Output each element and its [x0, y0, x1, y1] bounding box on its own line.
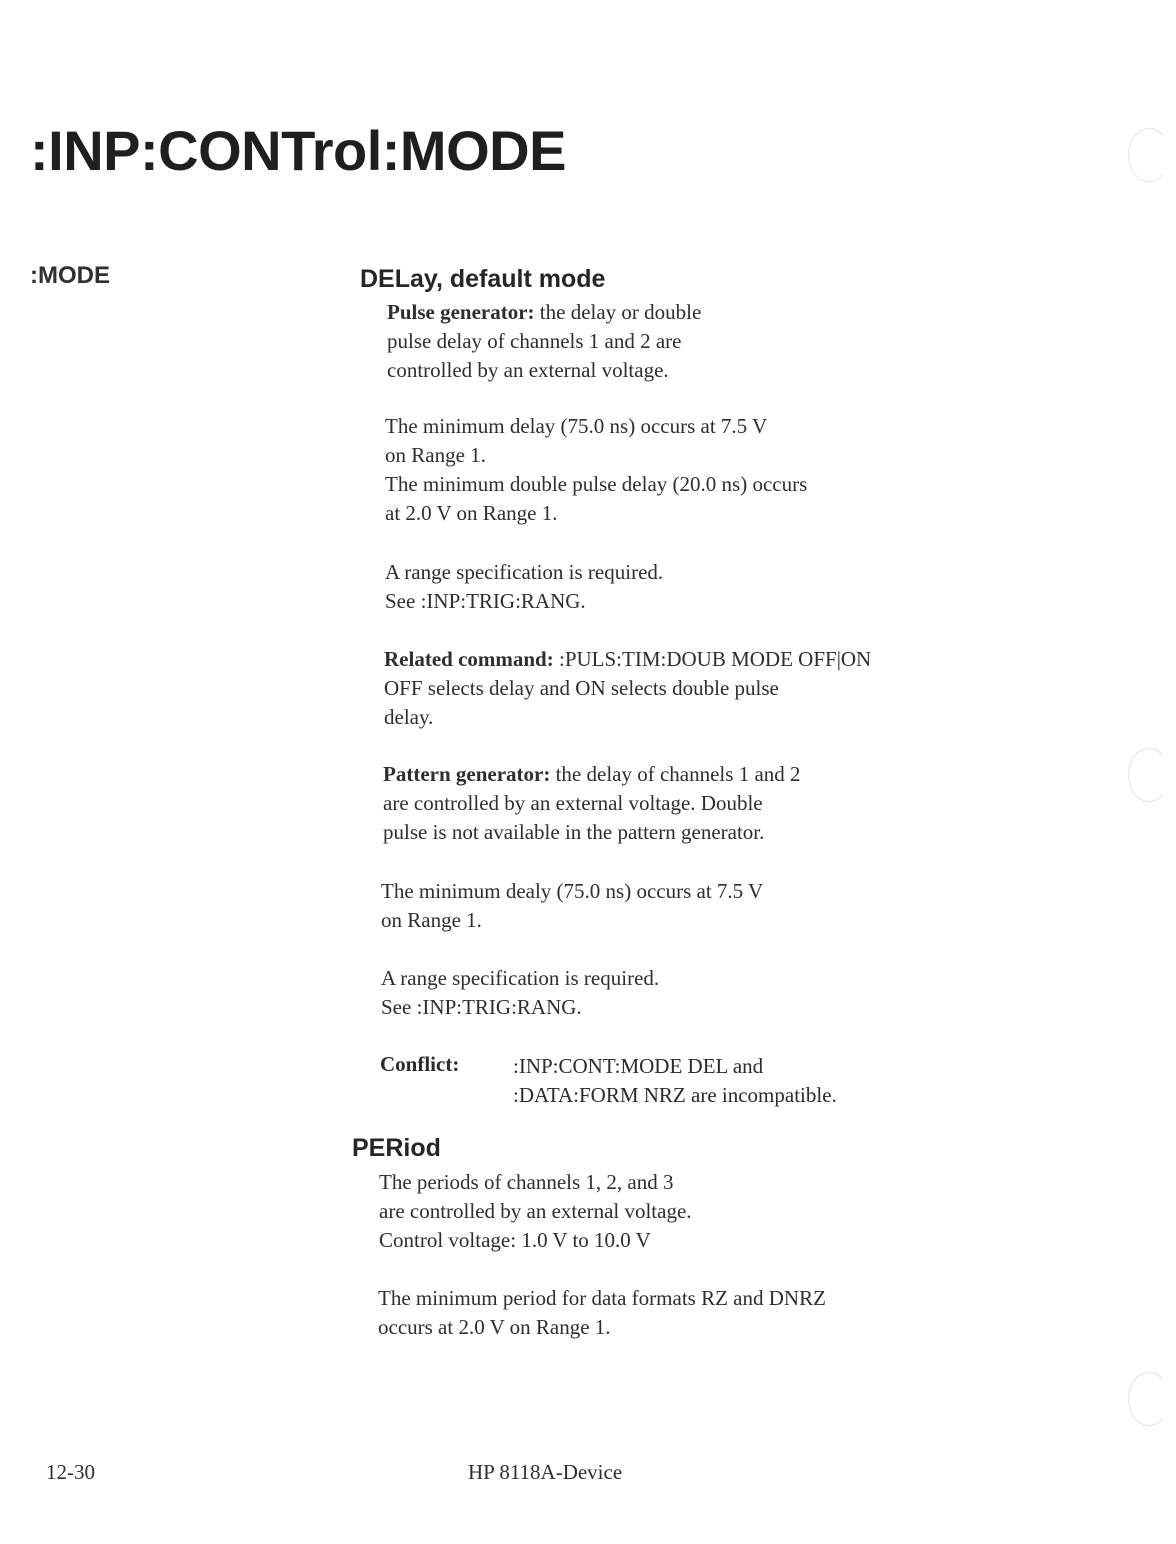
min-delay-line-3: The minimum double pulse delay (20.0 ns) occurs — [385, 472, 808, 496]
conflict-label: Conflict: — [380, 1052, 460, 1076]
range-required-1-line-1: A range specification is required. — [385, 560, 664, 584]
related-line-1 — [384, 645, 871, 674]
delay-heading: DELay, default mode — [360, 265, 606, 293]
punch-hole-mark — [1128, 1372, 1170, 1426]
pulse-generator-paragraph — [387, 298, 701, 385]
pulse-line-3: controlled by an external voltage. — [387, 358, 669, 382]
related-line-3: delay. — [384, 705, 434, 729]
pulse-generator-lead: Pulse generator: — [387, 300, 535, 324]
pulse-line-2: pulse delay of channels 1 and 2 are — [387, 329, 682, 353]
period-intro-paragraph — [379, 1168, 692, 1255]
range-required-1-line-2: See :INP:TRIG:RANG. — [385, 589, 586, 613]
min-dealy-paragraph — [381, 877, 763, 935]
side-label: :MODE — [30, 262, 110, 289]
min-dealy-line-2: on Range 1. — [381, 908, 482, 932]
min-delay-line-1: The minimum delay (75.0 ns) occurs at 7.5 V — [385, 414, 768, 438]
page-title: :INP:CONTrol:MODE — [30, 119, 566, 182]
period-line-2: are controlled by an external voltage. — [379, 1199, 692, 1223]
period-heading: PERiod — [352, 1134, 441, 1162]
pattern-line-3: pulse is not available in the pattern generator. — [383, 820, 765, 844]
pulse-line-1-text: the delay or double — [534, 300, 702, 324]
related-command-paragraph — [384, 645, 871, 732]
conflict-line-1: :INP:CONT:MODE DEL and — [513, 1054, 764, 1078]
min-period-line-2: occurs at 2.0 V on Range 1. — [378, 1315, 611, 1339]
pattern-line-1-text: the delay of channels 1 and 2 — [550, 762, 801, 786]
punch-hole-mark — [1128, 748, 1170, 802]
related-command-lead: Related command: — [384, 647, 554, 671]
period-line-3: Control voltage: 1.0 V to 10.0 V — [379, 1228, 651, 1252]
pattern-generator-paragraph — [383, 760, 801, 847]
pattern-line-1 — [383, 760, 801, 789]
conflict-line-2: :DATA:FORM NRZ are incompatible. — [513, 1083, 837, 1107]
related-line-2: OFF selects delay and ON selects double pulse — [384, 676, 779, 700]
min-delay-line-2: on Range 1. — [385, 443, 486, 467]
punch-hole-mark — [1128, 128, 1170, 182]
min-period-paragraph — [378, 1284, 826, 1342]
pulse-line-1 — [387, 298, 701, 327]
device-footer: HP 8118A-Device — [468, 1460, 623, 1484]
range-required-paragraph-2 — [381, 964, 659, 1022]
page-number: 12-30 — [46, 1460, 95, 1484]
range-required-2-line-1: A range specification is required. — [381, 966, 660, 990]
pattern-generator-lead: Pattern generator: — [383, 762, 551, 786]
range-required-2-line-2: See :INP:TRIG:RANG. — [381, 995, 582, 1019]
period-line-1: The periods of channels 1, 2, and 3 — [379, 1170, 674, 1194]
min-period-line-1: The minimum period for data formats RZ and DNRZ — [378, 1286, 826, 1310]
min-delay-line-4: at 2.0 V on Range 1. — [385, 501, 558, 525]
related-line-1-text: :PULS:TIM:DOUB MODE OFF|ON — [553, 647, 872, 671]
min-delay-paragraph — [385, 412, 807, 528]
pattern-line-2: are controlled by an external voltage. Double — [383, 791, 763, 815]
range-required-paragraph-1 — [385, 558, 663, 616]
conflict-text — [513, 1052, 837, 1110]
min-dealy-line-1: The minimum dealy (75.0 ns) occurs at 7.5 V — [381, 879, 764, 903]
